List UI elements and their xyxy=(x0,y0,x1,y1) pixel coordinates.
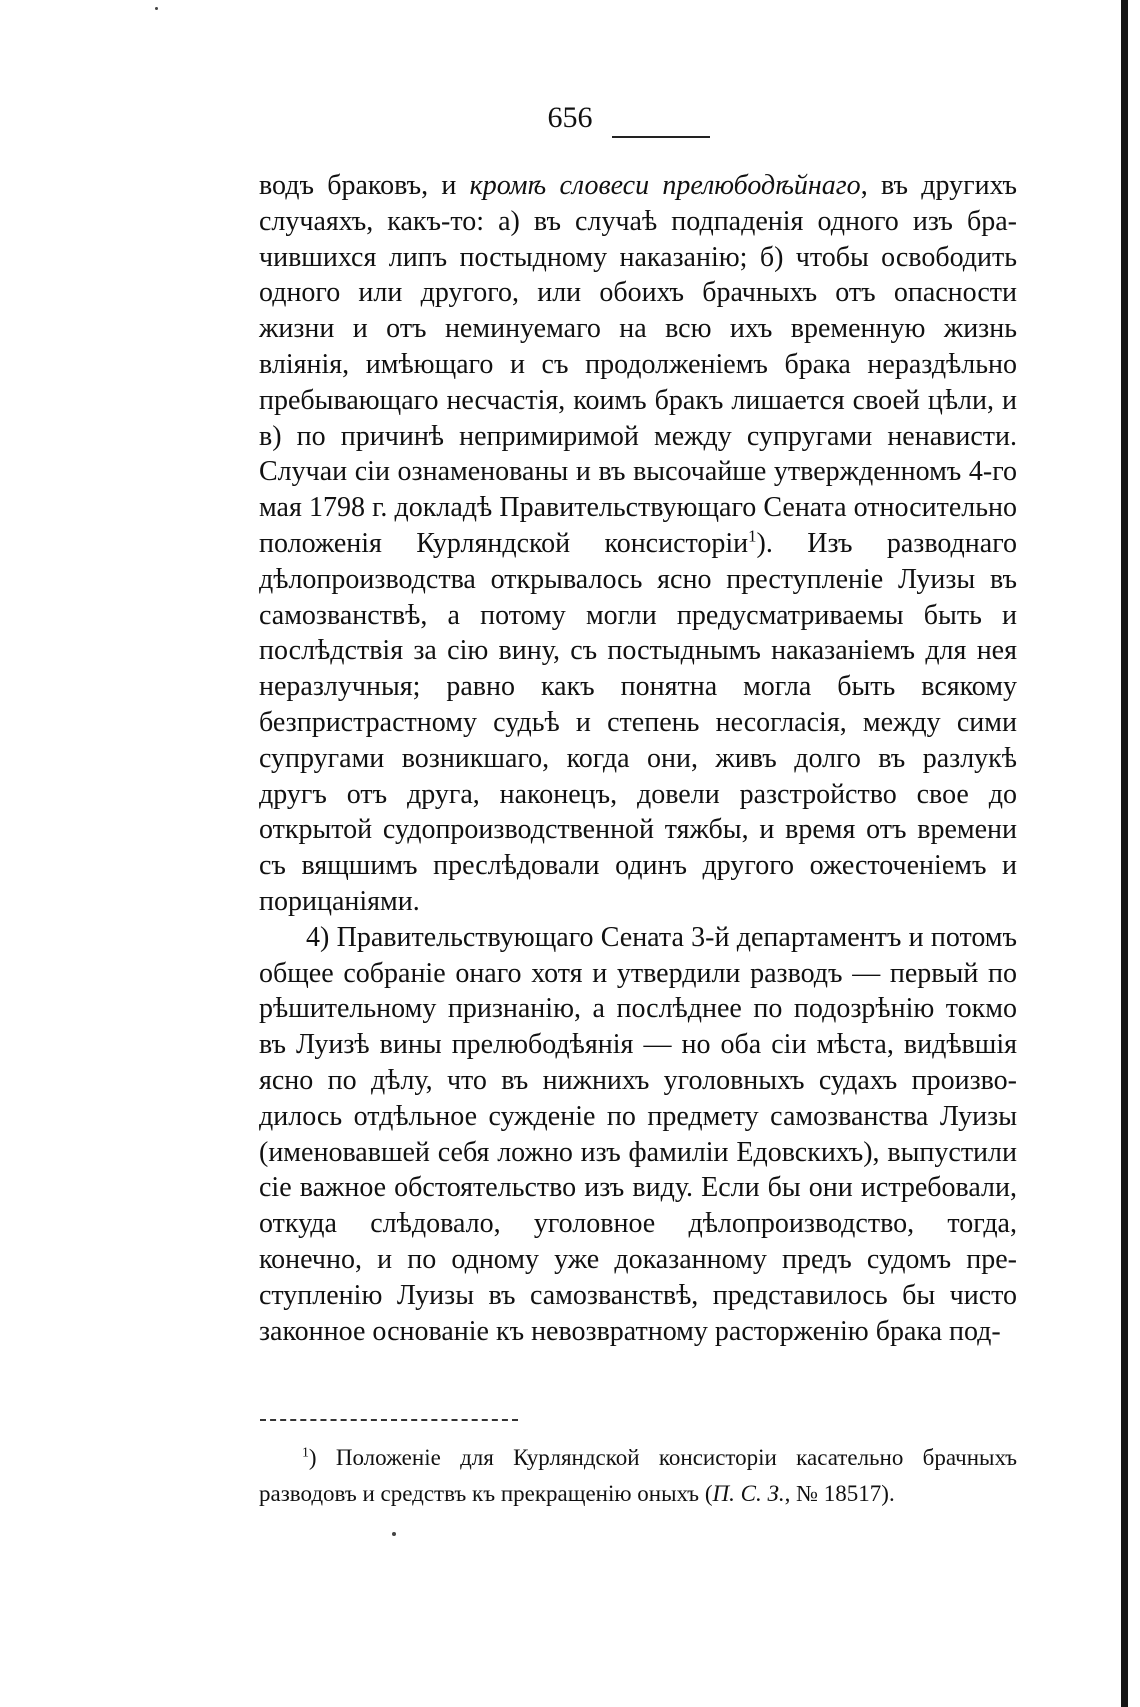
scan-edge xyxy=(1121,0,1128,1707)
footnote-divider xyxy=(260,1419,518,1421)
paragraph-1-italic-quote: кромѣ словеси прелюбодѣйнаго xyxy=(469,170,861,201)
page-number-rule xyxy=(612,136,710,138)
page-number: 656 xyxy=(547,101,593,134)
footnote xyxy=(259,1440,1017,1512)
scan-speck xyxy=(392,1532,396,1536)
paragraph-2: 4) Правительствующаго Сената 3-й департаментъ и потомъ общее собраніе онаго хотя и утвердили разводъ — первый по рѣшительному признанію, а послѣднее по подозрѣнію токмо въ Луизѣ вины прелюбодѣянія — но оба сіи мѣста, видѣвшія ясно по дѣлу, что въ нижнихъ уголовныхъ судахъ производилось отдѣльное сужденіе по предмету самозванства Луизы (именовавшей себя ложно изъ фамиліи Едовскихъ), выпустили сіе важное обстоятельство изъ виду. Если бы они истребовали, откуда слѣдовало, уголовное дѣлопроизводство, тогда, конечно, и по одному уже доказанному предъ судомъ преступленію Луизы въ самозванствѣ, представилось бы чисто законное основаніе къ невозвратному расторженію брака под- xyxy=(259,921,1017,1347)
paragraph-1 xyxy=(259,168,1017,920)
main-text xyxy=(259,168,1017,1349)
footnote-source: П. С. З. xyxy=(712,1481,785,1506)
paragraph-1-lead: водъ браковъ, и xyxy=(259,170,470,201)
paragraph-1-tail: ). Изъ разводнаго дѣлопроизводства открывалось ясно преступленіе Луизы въ самозванствѣ, а потому могли предусматриваемы быть и послѣдствія за сію вину, съ постыднымъ наказаніемъ для нея неразлучныя; равно какъ понятна могла быть всякому безпристрастному судьѣ и степень несогласія, между сими супругами возникшаго, когда они, живъ долго въ разлукѣ другъ отъ друга, наконецъ, довели разстройство свое до открытой судопроизводственной тяжбы, и время отъ времени съ вящшимъ преслѣдовали одинъ другого ожесточеніемъ и порицаніями. xyxy=(259,527,1018,917)
paragraph-1-after-italic: , въ другихъ случаяхъ, какъ-то: а) въ случаѣ подпаденія одного изъ брачившихся липъ постыдному наказанію; б) чтобы освободить одного или другого, или обоихъ брачныхъ отъ опасности жизни и отъ неминуемаго на всю ихъ временную жизнь вліянія, имѣющаго и съ продолженіемъ брака нераздѣльно пребывающаго несчастія, коимъ бракъ лишается своей цѣли, и в) по причинѣ непримиримой между супругами ненависти. Случаи сіи ознаменованы и въ высочайше утвержденномъ 4-го мая 1798 г. докладѣ Правительствующаго Сената относительно положенія Курляндской консисторіи xyxy=(259,170,1017,559)
footnote-marker: 1 xyxy=(302,1444,309,1460)
footnote-source-tail: , № 18517). xyxy=(784,1481,895,1506)
footnote-text: ) Положеніе для Курляндской консисторіи касательно брачныхъ разводовъ и средствъ къ прекращенію оныхъ ( xyxy=(259,1445,1017,1506)
footnote-reference[interactable]: 1 xyxy=(748,526,757,546)
scan-speck xyxy=(155,7,158,10)
